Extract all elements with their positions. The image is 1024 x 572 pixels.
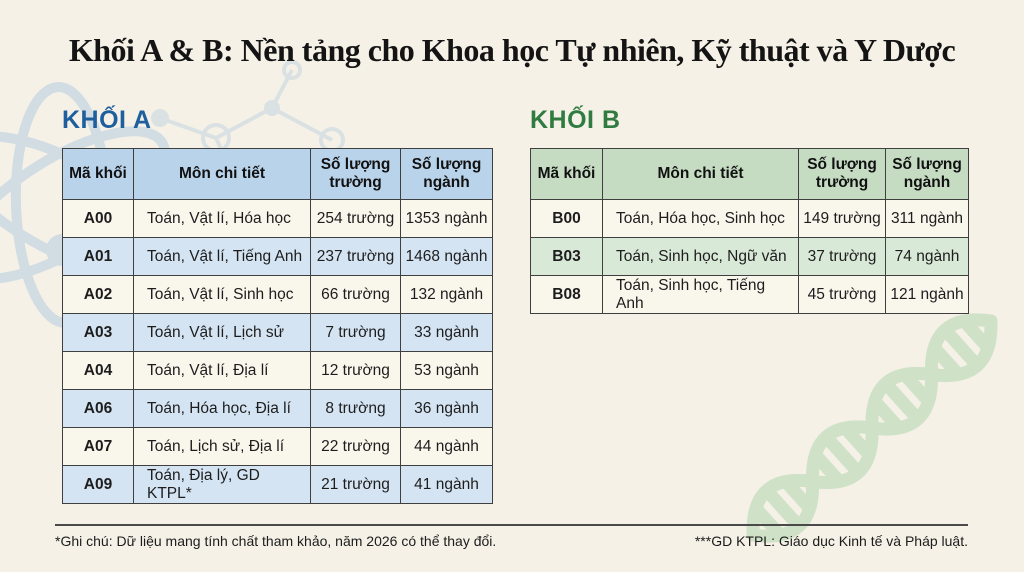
majors-count-cell: 74 ngành <box>886 238 969 276</box>
table-row <box>63 428 493 466</box>
schools-count-cell: 149 trường <box>799 200 886 238</box>
block-code-cell: B08 <box>531 276 603 314</box>
block-code-cell: A06 <box>63 390 134 428</box>
block-code-cell: A01 <box>63 238 134 276</box>
schools-count-cell: 8 trường <box>311 390 401 428</box>
majors-count-cell: 44 ngành <box>401 428 493 466</box>
table-row <box>63 238 493 276</box>
column-header: Số lượng ngành <box>886 149 969 200</box>
majors-count-cell: 132 ngành <box>401 276 493 314</box>
schools-count-cell: 254 trường <box>311 200 401 238</box>
schools-count-cell: 21 trường <box>311 466 401 504</box>
schools-count-cell: 237 trường <box>311 238 401 276</box>
subjects-cell: Toán, Sinh học, Tiếng Anh <box>603 276 799 314</box>
block-code-cell: A09 <box>63 466 134 504</box>
majors-count-cell: 311 ngành <box>886 200 969 238</box>
schools-count-cell: 37 trường <box>799 238 886 276</box>
column-header: Mã khối <box>63 149 134 200</box>
subjects-cell: Toán, Sinh học, Ngữ văn <box>603 238 799 276</box>
table-row <box>63 390 493 428</box>
table-row <box>63 200 493 238</box>
column-header: Mã khối <box>531 149 603 200</box>
block-code-cell: B00 <box>531 200 603 238</box>
footnote-right: ***GD KTPL: Giáo dục Kinh tế và Pháp luật. <box>694 533 968 549</box>
column-header: Môn chi tiết <box>603 149 799 200</box>
table-khoi-a <box>62 148 493 504</box>
subjects-cell: Toán, Hóa học, Địa lí <box>134 390 311 428</box>
table-row <box>531 238 969 276</box>
table-row <box>63 314 493 352</box>
schools-count-cell: 45 trường <box>799 276 886 314</box>
table-khoi-b <box>530 148 969 314</box>
page-title: Khối A & B: Nền tảng cho Khoa học Tự nhiên, Kỹ thuật và Y Dược <box>68 32 956 68</box>
section-heading-khoi-a: KHỐI A <box>62 106 152 134</box>
block-code-cell: A02 <box>63 276 134 314</box>
table-row <box>63 466 493 504</box>
block-code-cell: A00 <box>63 200 134 238</box>
schools-count-cell: 22 trường <box>311 428 401 466</box>
table-row <box>531 200 969 238</box>
subjects-cell: Toán, Vật lí, Lịch sử <box>134 314 311 352</box>
subjects-cell: Toán, Vật lí, Sinh học <box>134 276 311 314</box>
subjects-cell: Toán, Lịch sử, Địa lí <box>134 428 311 466</box>
column-header: Số lượng trường <box>311 149 401 200</box>
schools-count-cell: 7 trường <box>311 314 401 352</box>
subjects-cell: Toán, Vật lí, Tiếng Anh <box>134 238 311 276</box>
block-code-cell: B03 <box>531 238 603 276</box>
block-code-cell: A04 <box>63 352 134 390</box>
table-row <box>531 276 969 314</box>
majors-count-cell: 33 ngành <box>401 314 493 352</box>
block-code-cell: A07 <box>63 428 134 466</box>
majors-count-cell: 41 ngành <box>401 466 493 504</box>
column-header: Môn chi tiết <box>134 149 311 200</box>
footnote-left: *Ghi chú: Dữ liệu mang tính chất tham khảo, năm 2026 có thể thay đổi. <box>55 533 497 549</box>
table-row <box>63 276 493 314</box>
majors-count-cell: 1353 ngành <box>401 200 493 238</box>
dna-helix-icon <box>737 303 1007 553</box>
majors-count-cell: 53 ngành <box>401 352 493 390</box>
majors-count-cell: 36 ngành <box>401 390 493 428</box>
footer-divider <box>55 524 968 526</box>
subjects-cell: Toán, Địa lý, GD KTPL* <box>134 466 311 504</box>
block-code-cell: A03 <box>63 314 134 352</box>
table-header-row <box>63 149 493 200</box>
majors-count-cell: 1468 ngành <box>401 238 493 276</box>
majors-count-cell: 121 ngành <box>886 276 969 314</box>
subjects-cell: Toán, Vật lí, Địa lí <box>134 352 311 390</box>
table-row <box>63 352 493 390</box>
column-header: Số lượng trường <box>799 149 886 200</box>
table-header-row <box>531 149 969 200</box>
schools-count-cell: 12 trường <box>311 352 401 390</box>
schools-count-cell: 66 trường <box>311 276 401 314</box>
subjects-cell: Toán, Hóa học, Sinh học <box>603 200 799 238</box>
column-header: Số lượng ngành <box>401 149 493 200</box>
subjects-cell: Toán, Vật lí, Hóa học <box>134 200 311 238</box>
section-heading-khoi-b: KHỐI B <box>530 106 621 134</box>
